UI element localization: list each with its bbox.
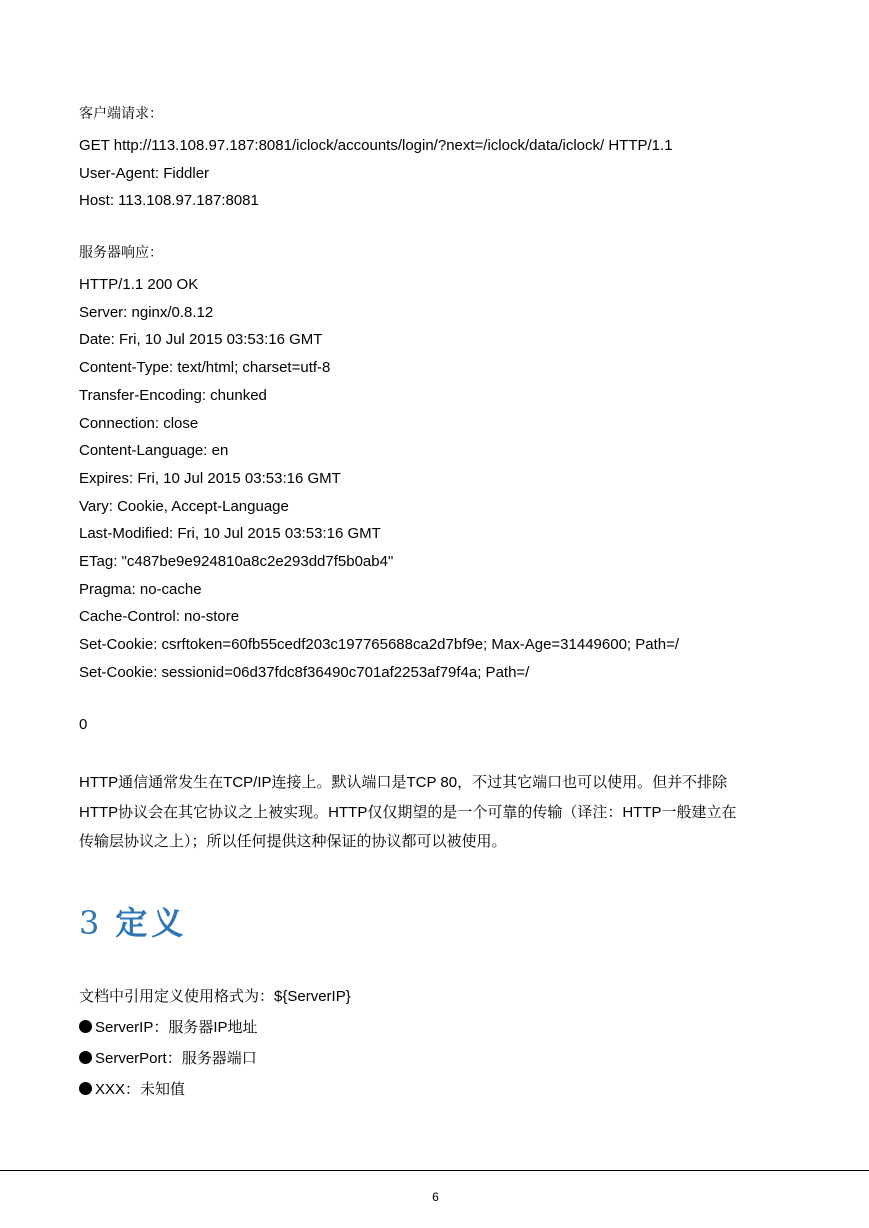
response-line: Content-Language: en	[79, 442, 229, 460]
request-line: GET http://113.108.97.187:8081/iclock/accounts/login/?next=/iclock/data/iclock/ HTTP/1.1	[79, 137, 673, 154]
request-line: Host: 113.108.97.187:8081	[79, 192, 259, 210]
bullet-icon	[79, 1082, 92, 1095]
response-block	[79, 271, 799, 686]
definition-item	[79, 1012, 799, 1043]
section-heading	[79, 903, 799, 943]
definitions-block	[79, 981, 799, 1105]
paragraph-line: HTTP通信通常发生在TCP/IP连接上。默认端口是TCP 80，不过其它端口也可以使用。但并不排除	[79, 774, 728, 792]
section-number: 3	[79, 903, 100, 942]
response-line: Date: Fri, 10 Jul 2015 03:53:16 GMT	[79, 331, 323, 349]
footer-divider	[0, 1170, 869, 1171]
definition-text: XXX：未知值	[95, 1080, 186, 1098]
bullet-icon	[79, 1051, 92, 1064]
request-line: User-Agent: Fiddler	[79, 164, 210, 182]
paragraph-line: HTTP协议会在其它协议之上被实现。HTTP仅仅期望的是一个可靠的传输（译注：HTTP一般建立在	[79, 803, 737, 821]
bullet-icon	[79, 1020, 92, 1033]
response-line: ETag: "c487be9e924810a8c2e293dd7f5b0ab4"	[79, 552, 394, 570]
definitions-intro: 文档中引用定义使用格式为：${ServerIP}	[79, 987, 351, 1005]
response-line: Expires: Fri, 10 Jul 2015 03:53:16 GMT	[79, 469, 341, 487]
definition-item	[79, 1043, 799, 1074]
request-label: 客户端请求：	[79, 106, 163, 122]
section-title: 定义	[115, 903, 188, 942]
response-line: Set-Cookie: csrftoken=60fb55cedf203c197765688ca2d7bf9e; Max-Age=31449600; Path=/	[79, 636, 680, 653]
response-line: Cache-Control: no-store	[79, 608, 240, 626]
page-content	[79, 104, 799, 1105]
request-block	[79, 132, 799, 215]
response-body: 0	[79, 716, 88, 734]
definition-item	[79, 1074, 799, 1105]
response-line: Last-Modified: Fri, 10 Jul 2015 03:53:16 GMT	[79, 525, 381, 543]
paragraph-line: 传输层协议之上）；所以任何提供这种保证的协议都可以被使用。	[79, 833, 507, 851]
response-line: Set-Cookie: sessionid=06d37fdc8f36490c701af2253af79f4a; Path=/	[79, 663, 530, 681]
definition-text: ServerPort：服务器端口	[95, 1049, 257, 1067]
page-number: 6	[432, 1190, 439, 1204]
definition-text: ServerIP：服务器IP地址	[95, 1018, 258, 1036]
response-line: Content-Type: text/html; charset=utf-8	[79, 359, 331, 377]
response-line: Transfer-Encoding: chunked	[79, 386, 267, 404]
response-line: Connection: close	[79, 414, 199, 432]
response-line: Pragma: no-cache	[79, 580, 202, 598]
response-line: HTTP/1.1 200 OK	[79, 276, 199, 294]
body-paragraph	[79, 768, 799, 857]
response-label: 服务器响应：	[79, 245, 163, 262]
response-line: Vary: Cookie, Accept-Language	[79, 497, 289, 515]
response-line: Server: nginx/0.8.12	[79, 303, 214, 321]
